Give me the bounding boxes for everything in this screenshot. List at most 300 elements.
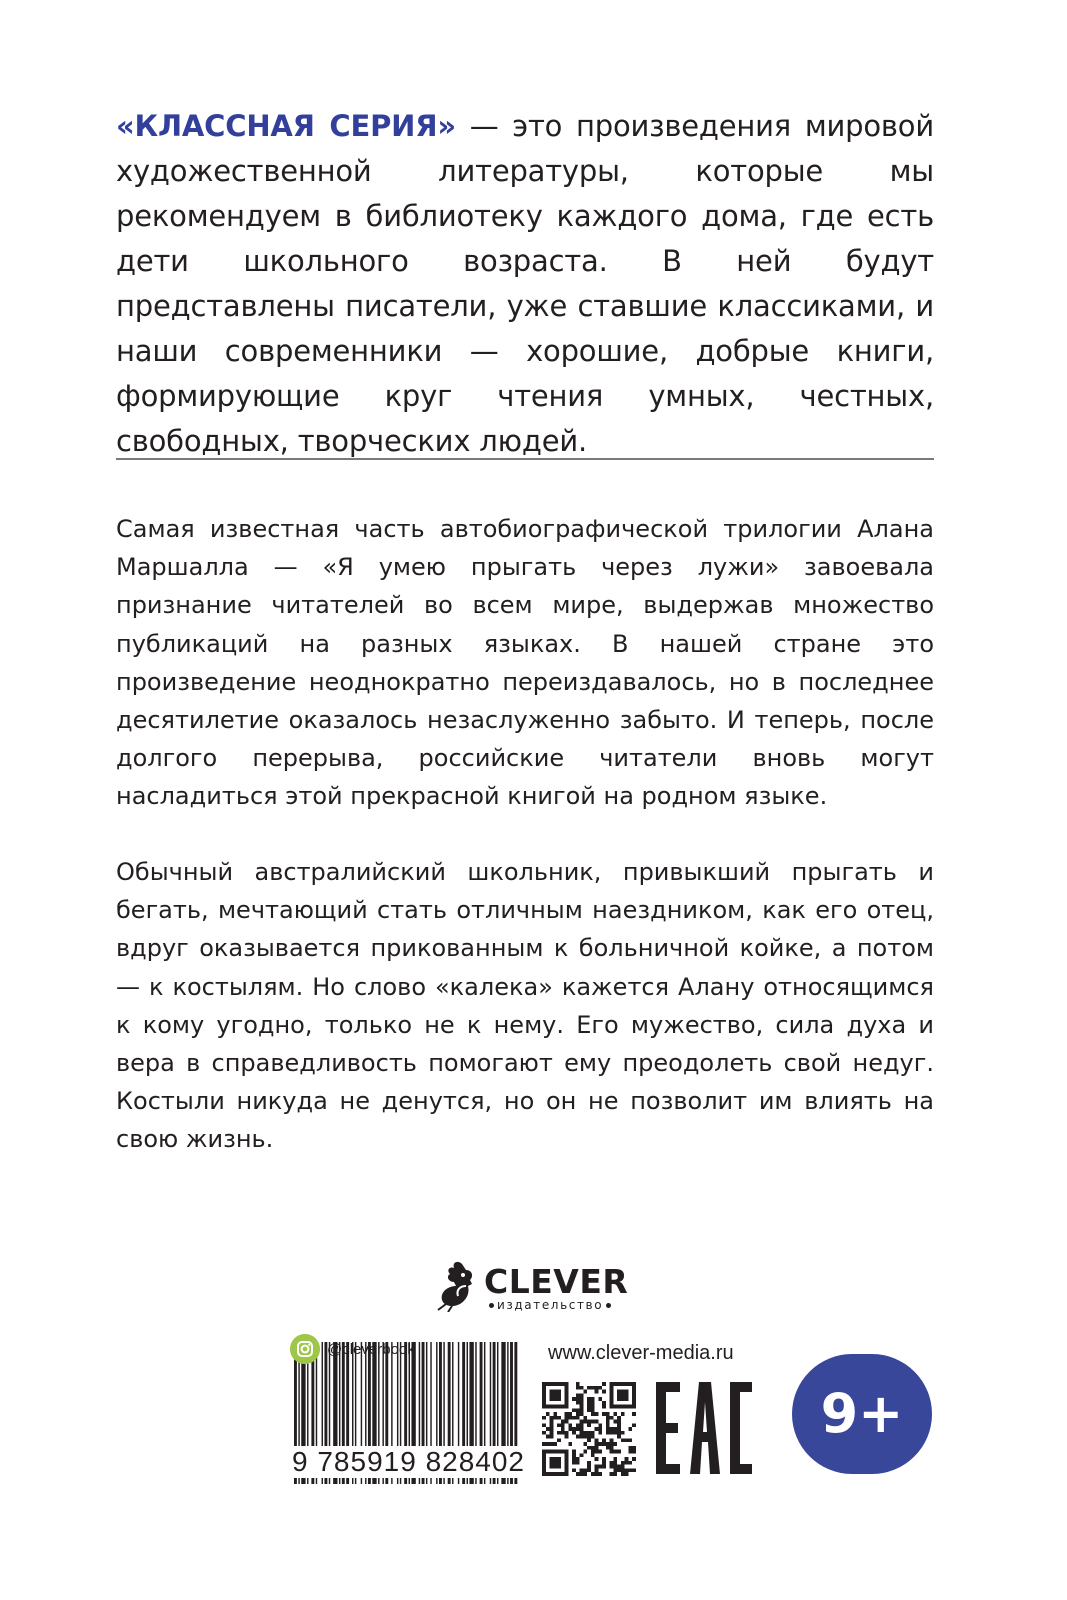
qr-module <box>565 1412 569 1416</box>
qr-module <box>613 1442 617 1446</box>
qr-module <box>625 1397 629 1401</box>
qr-module <box>557 1397 561 1401</box>
qr-module <box>550 1431 554 1435</box>
qr-module <box>576 1423 580 1427</box>
qr-module <box>628 1427 632 1431</box>
qr-module <box>583 1442 587 1446</box>
qr-module <box>576 1427 580 1431</box>
qr-module <box>576 1472 580 1476</box>
qr-module <box>572 1461 576 1465</box>
qr-module <box>557 1390 561 1394</box>
qr-module <box>580 1472 584 1476</box>
qr-module <box>621 1397 625 1401</box>
dot-icon <box>489 1303 494 1308</box>
qr-module <box>580 1393 584 1397</box>
qr-module <box>625 1457 629 1461</box>
website-link[interactable]: www.clever-media.ru <box>548 1342 734 1364</box>
qr-module <box>591 1405 595 1409</box>
qr-module <box>565 1468 569 1472</box>
qr-module <box>591 1401 595 1405</box>
qr-module <box>550 1416 554 1420</box>
qr-module <box>587 1420 591 1424</box>
qr-module <box>583 1468 587 1472</box>
qr-module <box>587 1405 591 1409</box>
divider <box>116 458 934 460</box>
qr-module <box>553 1416 557 1420</box>
qr-module <box>580 1405 584 1409</box>
qr-module <box>561 1427 565 1431</box>
qr-module <box>602 1390 606 1394</box>
qr-module <box>542 1401 546 1405</box>
qr-module <box>553 1472 557 1476</box>
qr-module <box>565 1461 569 1465</box>
qr-module <box>628 1461 632 1465</box>
qr-module <box>561 1472 565 1476</box>
qr-module <box>583 1435 587 1439</box>
qr-module <box>595 1442 599 1446</box>
qr-module <box>587 1438 591 1442</box>
qr-module <box>610 1472 614 1476</box>
qr-module <box>595 1457 599 1461</box>
qr-module <box>613 1461 617 1465</box>
qr-module <box>557 1465 561 1469</box>
qr-module <box>550 1423 554 1427</box>
qr-module <box>542 1405 546 1409</box>
qr-module <box>542 1457 546 1461</box>
qr-module <box>602 1401 606 1405</box>
qr-module <box>621 1468 625 1472</box>
series-name: «КЛАССНАЯ СЕРИЯ» <box>116 109 456 143</box>
qr-module <box>617 1416 621 1420</box>
qr-module <box>632 1397 636 1401</box>
qr-module <box>568 1442 572 1446</box>
qr-module <box>587 1397 591 1401</box>
qr-module <box>610 1386 614 1390</box>
qr-module <box>621 1412 625 1416</box>
qr-module <box>613 1431 617 1435</box>
qr-module <box>580 1431 584 1435</box>
qr-module <box>572 1427 576 1431</box>
qr-module <box>561 1382 565 1386</box>
qr-module <box>546 1382 550 1386</box>
qr-module <box>591 1446 595 1450</box>
qr-module <box>617 1390 621 1394</box>
qr-module <box>606 1420 610 1424</box>
qr-module <box>602 1457 606 1461</box>
qr-module <box>553 1405 557 1409</box>
qr-module <box>591 1450 595 1454</box>
qr-module <box>628 1382 632 1386</box>
qr-module <box>598 1450 602 1454</box>
qr-module <box>542 1382 546 1386</box>
qr-module <box>628 1438 632 1442</box>
qr-module <box>576 1435 580 1439</box>
qr-module <box>557 1382 561 1386</box>
qr-module <box>598 1431 602 1435</box>
qr-module <box>625 1472 629 1476</box>
qr-module <box>557 1461 561 1465</box>
qr-module <box>553 1457 557 1461</box>
qr-module <box>591 1435 595 1439</box>
qr-module <box>632 1405 636 1409</box>
qr-module <box>595 1390 599 1394</box>
qr-module <box>613 1427 617 1431</box>
qr-module <box>550 1397 554 1401</box>
qr-module <box>606 1431 610 1435</box>
publisher-logo <box>436 1260 629 1320</box>
rooster-icon <box>436 1260 482 1312</box>
qr-module <box>587 1435 591 1439</box>
qr-module <box>587 1408 591 1412</box>
qr-module <box>617 1405 621 1409</box>
qr-module <box>602 1438 606 1442</box>
qr-module <box>568 1416 572 1420</box>
qr-module <box>625 1461 629 1465</box>
qr-module <box>553 1393 557 1397</box>
qr-module <box>583 1431 587 1435</box>
qr-module <box>565 1401 569 1405</box>
qr-module <box>580 1423 584 1427</box>
qr-module <box>542 1386 546 1390</box>
qr-module <box>595 1438 599 1442</box>
qr-module <box>598 1423 602 1427</box>
qr-module <box>621 1438 625 1442</box>
qr-module <box>617 1427 621 1431</box>
qr-module <box>628 1468 632 1472</box>
qr-module <box>557 1405 561 1409</box>
qr-module <box>595 1465 599 1469</box>
qr-module <box>602 1461 606 1465</box>
qr-module <box>613 1465 617 1469</box>
qr-module <box>610 1431 614 1435</box>
qr-module <box>546 1412 550 1416</box>
qr-module <box>621 1390 625 1394</box>
qr-module <box>602 1382 606 1386</box>
qr-module <box>632 1468 636 1472</box>
qr-module <box>595 1450 599 1454</box>
qr-module <box>606 1446 610 1450</box>
qr-module <box>587 1446 591 1450</box>
qr-module <box>617 1397 621 1401</box>
qr-module <box>591 1412 595 1416</box>
qr-module <box>553 1412 557 1416</box>
qr-module <box>591 1386 595 1390</box>
qr-module <box>617 1393 621 1397</box>
qr-module <box>550 1390 554 1394</box>
qr-module <box>565 1390 569 1394</box>
qr-module <box>561 1420 565 1424</box>
qr-module <box>542 1450 546 1454</box>
qr-module <box>595 1412 599 1416</box>
qr-module <box>561 1431 565 1435</box>
qr-module <box>583 1472 587 1476</box>
qr-module <box>628 1405 632 1409</box>
qr-module <box>553 1382 557 1386</box>
qr-module <box>625 1390 629 1394</box>
qr-module <box>550 1427 554 1431</box>
qr-module <box>576 1401 580 1405</box>
qr-module <box>565 1465 569 1469</box>
qr-module <box>610 1461 614 1465</box>
qr-module <box>598 1397 602 1401</box>
qr-module <box>550 1450 554 1454</box>
qr-module <box>587 1401 591 1405</box>
qr-module <box>632 1423 636 1427</box>
qr-module <box>557 1450 561 1454</box>
qr-module <box>625 1393 629 1397</box>
qr-module <box>587 1461 591 1465</box>
qr-module <box>557 1438 561 1442</box>
qr-module <box>613 1472 617 1476</box>
qr-module <box>602 1405 606 1409</box>
qr-module <box>542 1423 546 1427</box>
qr-module <box>632 1446 636 1450</box>
qr-module <box>542 1461 546 1465</box>
qr-module <box>583 1416 587 1420</box>
instagram-icon[interactable] <box>290 1334 320 1364</box>
qr-module <box>598 1386 602 1390</box>
qr-module <box>553 1461 557 1465</box>
qr-module <box>557 1431 561 1435</box>
qr-module <box>587 1423 591 1427</box>
qr-module <box>568 1427 572 1431</box>
qr-module <box>580 1401 584 1405</box>
qr-code[interactable] <box>542 1382 636 1476</box>
age-rating-badge: 9+ <box>792 1354 932 1474</box>
qr-module <box>553 1465 557 1469</box>
qr-module <box>580 1427 584 1431</box>
qr-module <box>587 1468 591 1472</box>
qr-module <box>587 1386 591 1390</box>
annotation-paragraph: Самая известная часть автобиографической трилогии Алана Маршалла — «Я умею прыгать через лужи» завоевала признание читателей во всем мире, выдержав множество публикаций на разных языках. В нашей стране это произведение неоднократно переиздавалось, но в последнее десятилетие оказалось незаслуженно забыто. И теперь, после долгого перерыва, российские читатели вновь могут насладиться этой прекрасной книгой на родном языке. <box>116 515 934 811</box>
qr-module <box>576 1412 580 1416</box>
qr-module <box>610 1416 614 1420</box>
qr-module <box>598 1442 602 1446</box>
qr-module <box>565 1420 569 1424</box>
qr-module <box>591 1420 595 1424</box>
qr-module <box>617 1431 621 1435</box>
qr-module <box>632 1457 636 1461</box>
qr-module <box>572 1431 576 1435</box>
qr-module <box>610 1405 614 1409</box>
qr-module <box>606 1427 610 1431</box>
qr-module <box>617 1450 621 1454</box>
qr-module <box>591 1472 595 1476</box>
qr-module <box>546 1427 550 1431</box>
qr-module <box>580 1397 584 1401</box>
qr-module <box>591 1408 595 1412</box>
qr-module <box>542 1465 546 1469</box>
qr-module <box>576 1461 580 1465</box>
qr-module <box>565 1405 569 1409</box>
qr-module <box>625 1438 629 1442</box>
qr-module <box>617 1382 621 1386</box>
series-intro <box>116 104 934 464</box>
qr-module <box>546 1405 550 1409</box>
isbn-number: 9 785919 828402 <box>292 1446 525 1477</box>
qr-module <box>565 1397 569 1401</box>
qr-module <box>610 1442 614 1446</box>
eac-mark <box>652 1380 754 1476</box>
qr-module <box>587 1431 591 1435</box>
qr-module <box>613 1468 617 1472</box>
qr-module <box>546 1442 550 1446</box>
qr-module <box>546 1472 550 1476</box>
qr-module <box>542 1390 546 1394</box>
qr-module <box>613 1382 617 1386</box>
qr-module <box>565 1453 569 1457</box>
qr-module <box>550 1435 554 1439</box>
qr-module <box>565 1393 569 1397</box>
qr-module <box>628 1450 632 1454</box>
qr-module <box>550 1442 554 1446</box>
qr-module <box>557 1423 561 1427</box>
qr-module <box>610 1438 614 1442</box>
qr-module <box>550 1465 554 1469</box>
qr-module <box>576 1393 580 1397</box>
qr-module <box>542 1468 546 1472</box>
qr-module <box>576 1386 580 1390</box>
qr-module <box>628 1446 632 1450</box>
qr-module <box>606 1423 610 1427</box>
qr-module <box>617 1420 621 1424</box>
qr-module <box>572 1416 576 1420</box>
qr-module <box>565 1450 569 1454</box>
qr-module <box>610 1450 614 1454</box>
qr-module <box>565 1416 569 1420</box>
qr-module <box>572 1408 576 1412</box>
qr-module <box>598 1427 602 1431</box>
qr-module <box>542 1472 546 1476</box>
qr-module <box>550 1457 554 1461</box>
qr-module <box>550 1405 554 1409</box>
qr-module <box>561 1423 565 1427</box>
qr-module <box>580 1420 584 1424</box>
qr-module <box>621 1393 625 1397</box>
qr-module <box>625 1405 629 1409</box>
qr-module <box>602 1442 606 1446</box>
qr-module <box>576 1408 580 1412</box>
publisher-subtitle-text: издательство <box>497 1298 604 1312</box>
qr-module <box>595 1427 599 1431</box>
qr-module <box>621 1405 625 1409</box>
qr-module <box>583 1420 587 1424</box>
qr-module <box>610 1397 614 1401</box>
qr-module <box>632 1386 636 1390</box>
qr-module <box>568 1412 572 1416</box>
qr-module <box>598 1465 602 1469</box>
qr-module <box>595 1420 599 1424</box>
qr-module <box>613 1420 617 1424</box>
qr-module <box>625 1382 629 1386</box>
qr-module <box>632 1450 636 1454</box>
qr-module <box>595 1386 599 1390</box>
qr-module <box>613 1412 617 1416</box>
qr-module <box>572 1450 576 1454</box>
qr-module <box>580 1435 584 1439</box>
qr-module <box>572 1457 576 1461</box>
qr-module <box>613 1450 617 1454</box>
qr-module <box>583 1450 587 1454</box>
publisher-subtitle <box>486 1298 614 1312</box>
qr-module <box>553 1397 557 1401</box>
qr-module <box>617 1435 621 1439</box>
qr-module <box>550 1461 554 1465</box>
qr-module <box>632 1382 636 1386</box>
qr-module <box>587 1465 591 1469</box>
qr-module <box>610 1401 614 1405</box>
dot-icon <box>606 1303 611 1308</box>
qr-module <box>576 1457 580 1461</box>
qr-module <box>610 1390 614 1394</box>
qr-module <box>565 1457 569 1461</box>
qr-module <box>610 1427 614 1431</box>
series-description: — это произведения мировой художественной литературы, которые мы рекомендуем в библиотеку каждого дома, где есть дети школьного возраста. В ней будут представлены писатели, уже ставшие классиками, и наши современники — хорошие, добрые книги, формирующие круг чтения умных, честных, свободных, творческих людей. <box>116 109 934 458</box>
qr-module <box>621 1382 625 1386</box>
qr-module <box>546 1450 550 1454</box>
qr-module <box>583 1390 587 1394</box>
qr-module <box>595 1446 599 1450</box>
qr-module <box>550 1393 554 1397</box>
qr-module <box>542 1442 546 1446</box>
qr-module <box>580 1412 584 1416</box>
qr-module <box>617 1423 621 1427</box>
qr-module <box>557 1416 561 1420</box>
qr-module <box>621 1431 625 1435</box>
qr-module <box>591 1431 595 1435</box>
qr-module <box>591 1397 595 1401</box>
qr-module <box>621 1465 625 1469</box>
qr-module <box>610 1382 614 1386</box>
qr-module <box>561 1405 565 1409</box>
qr-module <box>610 1446 614 1450</box>
qr-module <box>632 1401 636 1405</box>
qr-module <box>580 1468 584 1472</box>
qr-module <box>565 1435 569 1439</box>
qr-module <box>565 1386 569 1390</box>
qr-module <box>576 1382 580 1386</box>
qr-module <box>621 1472 625 1476</box>
qr-module <box>542 1453 546 1457</box>
qr-module <box>553 1450 557 1454</box>
annotation-paragraph: Обычный австралийский школьник, привыкший прыгать и бегать, мечтающий стать отличным наездником, как его отец, вдруг оказывается прикованным к больничной койке, а потом — к костылям. Но слово «калека» кажется Алану относящимся к кому угодно, только не к нему. Его мужество, сила духа и вера в справедливость помогают ему преодолеть свой недуг. Костыли никуда не денутся, но он не позволит им влиять на свою жизнь. <box>116 858 934 1154</box>
qr-module <box>625 1468 629 1472</box>
qr-module <box>557 1393 561 1397</box>
qr-module <box>557 1472 561 1476</box>
qr-module <box>580 1386 584 1390</box>
qr-module <box>617 1465 621 1469</box>
qr-module <box>542 1416 546 1420</box>
qr-module <box>572 1468 576 1472</box>
qr-module <box>613 1405 617 1409</box>
qr-module <box>550 1382 554 1386</box>
qr-module <box>576 1416 580 1420</box>
qr-module <box>542 1393 546 1397</box>
qr-module <box>542 1431 546 1435</box>
qr-module <box>598 1472 602 1476</box>
qr-module <box>561 1450 565 1454</box>
qr-module <box>610 1393 614 1397</box>
qr-module <box>565 1382 569 1386</box>
qr-module <box>576 1397 580 1401</box>
qr-module <box>553 1442 557 1446</box>
qr-module <box>542 1397 546 1401</box>
qr-module <box>632 1412 636 1416</box>
qr-module <box>572 1397 576 1401</box>
qr-module <box>591 1453 595 1457</box>
social-handle[interactable]: @cleverbook <box>327 1341 415 1358</box>
qr-module <box>572 1453 576 1457</box>
